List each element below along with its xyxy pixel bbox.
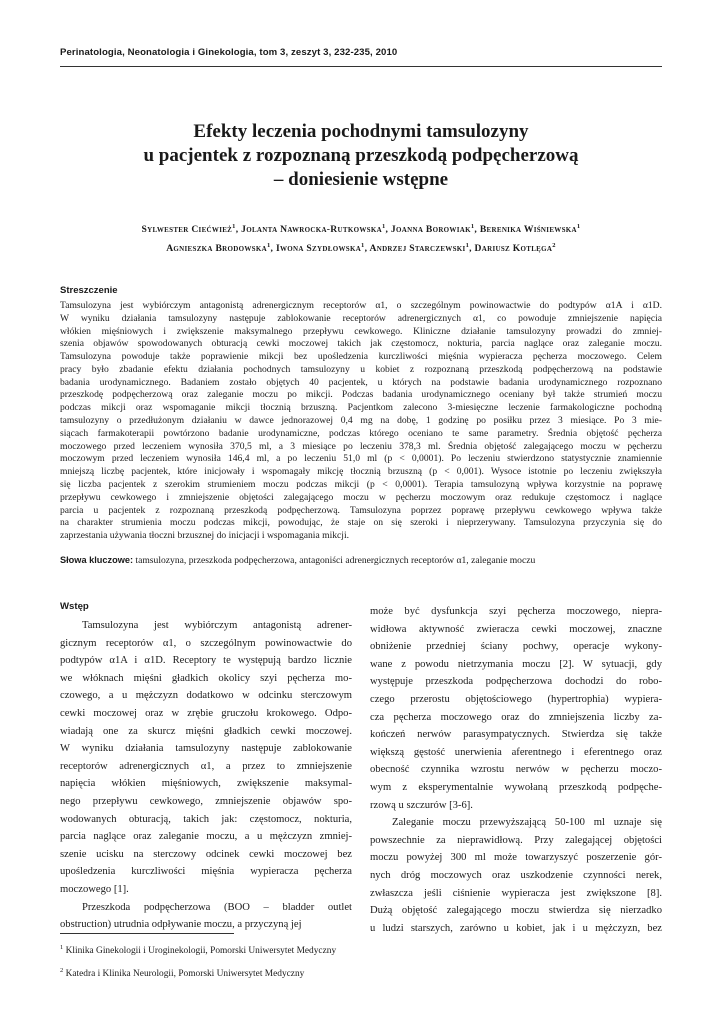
body-line: widłowa aktywność zwieracza cewki moczowej, znaczne: [370, 623, 662, 635]
affiliation-mark: 1: [381, 222, 386, 230]
abstract-line: podczas mikcji oraz wspomaganie mikcji tłocznią brzuszną. Pacjentkom zalecono 3-miesięczne leczenie farmakologiczne pochodną: [60, 402, 662, 414]
abstract-line: badania urodynamicznego. Badaniem zostało objętych 40 pacjentek, u których na podstawie badania urodynamicznego rozpoznano: [60, 376, 662, 388]
body-line: rzową u szczurów [3-6].: [370, 799, 473, 811]
abstract-line: Tamsulozyna jest wybiórczym antagonistą adrenergicznym receptorów α1, o szczególnym powinowactwie do podtypów α1A i α1D.: [60, 300, 662, 311]
affiliation-mark: 2: [552, 241, 556, 249]
keywords-text: tamsulozyna, przeszkoda podpęcherzowa, antagoniści adrenergicznych receptorów α1, zaleganie moczu: [133, 555, 536, 566]
body-line: Zaleganie moczu przewyższającą 50-100 ml uznaje się: [392, 817, 662, 829]
abstract-line: Tamsulozyna powoduje także poprawienie mikcji bez upośledzenia kurczliwości mięśnia wypieracza pęcherza moczowego. Celem: [60, 351, 662, 363]
body-line: Przeszkoda podpęcherzowa (BOO – bladder outlet: [82, 901, 352, 913]
author-name: Andrzej Starczewski: [369, 243, 466, 254]
abstract-line: zaprzestania używania tłoczni brzusznej do inicjacji i wspomagania mikcji.: [60, 530, 350, 542]
body-line: powszechnie za nieprawidłową. Przy zalegającej objętości: [370, 834, 662, 846]
abstract-line: przepływu cewkowego i zmniejszenie objętości zalegającego moczu w pęcherzu moczowym oraz redukuje częstomocz i naglące: [60, 491, 662, 503]
body-line: cza pęcherza moczowego oraz do zmniejszenia liczby za-: [370, 711, 662, 723]
title-line: u pacjentek z rozpoznaną przeszkodą podpęcherzową: [143, 145, 579, 166]
body-line: wane z powodu nietrzymania moczu [2]. W sytuacji, gdy: [370, 658, 662, 670]
body-line: może być dysfunkcja szyi pęcherza moczowego, niepra-: [370, 606, 662, 617]
body-line: szenie ucisku na sterczowy odcinek cewki moczowej bez: [60, 848, 352, 860]
body-line: receptorów adrenergicznych α1, a przez to zmniejszenie: [60, 760, 352, 772]
body-line: wym z eksperymentalnie wywołaną przeszkodą podpęche-: [370, 781, 662, 793]
body-line: obniżenie przedniej ściany pochwy, operacje wykony-: [370, 641, 662, 653]
affiliation-mark: 1: [576, 222, 581, 230]
footnote-divider: [60, 933, 234, 934]
body-line: parcia naglące oraz zaleganie moczu, a u mężczyzn zmniej-: [60, 831, 352, 843]
author-name: Joanna Borowiak: [390, 224, 471, 235]
section-heading: Wstęp: [60, 601, 89, 612]
abstract-line: szenia objawów spowodowanych obturacją cewki moczowej takich jak częstomocz, nokturia, parcia naglące oraz zaleganie moczu.: [60, 338, 662, 350]
body-line: większą gęstość unerwienia aferentnego i eferentnego oraz: [370, 746, 662, 758]
body-line: napięcia włókien mięśniowych, zwiększenie maksymal-: [60, 778, 352, 790]
body-line: czowego, a u mężczyzn dodatkowo w odcinku sterczowym: [60, 690, 352, 702]
body-line: wiadają one za skurcz mięśni gładkich cewki moczowej.: [60, 725, 352, 737]
body-line: Dużą objętość zalegającego moczu stwierdza się nierzadko: [370, 905, 662, 917]
body-line: zwłaszcza jeśli ciśnienie wypieracza jest zwiększone [8].: [370, 887, 662, 899]
footnote-mark: 2: [60, 967, 64, 974]
abstract-line: moczowym przed leczeniem wynosiła 146,4 ml, a po leczeniu 51,0 ml (p < 0,0001). Po leczeniu stwierdzono statystycznie znamiennie: [60, 453, 662, 465]
author-name: Iwona Szydłowska: [275, 243, 362, 254]
footnotes: [60, 938, 662, 984]
abstract-line: tamsulozyny o przedłużonym działaniu w dawce jednorazowej 0,4 mg na dobę, 1 godzinę po posiłku przez 3 miesiące. Po 3 mie-: [60, 415, 662, 427]
affiliation-mark: 1: [470, 222, 475, 230]
abstract-line: moczowego przed leczeniem wynosiła 370,5 ml, a 3 miesiące po leczeniu 378,3 ml. Średnia objętość zalegającego moczu w pęcherzu: [60, 440, 662, 452]
abstract-line: przeszkodę podpęcherzową oraz zaleganie moczu po mikcji. Podczas badania urodynamicznego oceniany był także strumień moczu: [60, 389, 662, 401]
abstract-line: W wyniku działania tamsulozyny następuje zablokowanie receptorów adrenergicznych α1, co powoduje zmniejszenie napięcia: [60, 312, 662, 324]
body-line: W wyniku działania tamsulozyny następuje zablokowanie: [60, 743, 352, 755]
author-name: Agnieszka Brodowska: [166, 243, 267, 254]
author-name: Dariusz Kotlęga: [474, 243, 553, 254]
title-line: – doniesienie wstępne: [273, 169, 449, 190]
footnote-mark: 1: [60, 944, 64, 951]
footnote: [60, 961, 662, 984]
abstract-line: pracy było zbadanie efektu działania pochodnych tamsulozyny u kobiet z rozpoznaną przeszkodą podpęcherzową na podstawie: [60, 363, 662, 375]
body-line: nego przepływu cewkowego, zmniejszenie objawów spo-: [60, 795, 352, 807]
author-name: Sylwester Ciećwież: [141, 224, 233, 235]
abstract-line: parcia u pacjentek z rozpoznaną przeszkodą podpęcherzową. Tamsulozyna poprzez poprawę przepływu cewkowego wpływa także: [60, 504, 662, 516]
body-column-left: [60, 598, 352, 934]
affiliation-mark: 1: [465, 241, 470, 249]
author-line: Agnieszka Brodowska$^1$, Iwona Szydłowska$^1$, Andrzej Starczewski$^1$, Dariusz Kotlęga$^2$: [166, 241, 556, 254]
body-line: obstruction) utrudnia odpływanie moczu, a przyczyną jej: [60, 919, 302, 931]
author-list: [60, 220, 662, 258]
body-line: moczowego [1].: [60, 883, 129, 895]
article-title: [60, 120, 662, 192]
body-line: obecność czynnika wzrostu nerwów w pęcherzu moczo-: [370, 764, 662, 776]
abstract-line: się liczba pacjentek z szerokim strumieniem moczu podczas mikcji (p < 0,0001). Terapia tamsulozyną wpływa korzystnie na poprawę: [60, 478, 662, 490]
body-line: gicznym receptorów α1, o szczególnym powinowactwie do: [60, 637, 352, 649]
author-name: Jolanta Nawrocka-Rutkowska: [241, 224, 382, 235]
body-line: cewki moczowej oraz w zrębie gruczołu krokowego. Odpo-: [60, 707, 352, 719]
affiliation-mark: 1: [232, 222, 236, 230]
abstract-line: włókien mięśniowych i zwiększenie maksymalnego przepływu cewkowego. Kliniczne działanie tamsulozyny prowadzi do zmniej-: [60, 325, 662, 337]
body-line: podtypów α1A i α1D. Receptory te występują bardzo licznie: [60, 655, 352, 667]
title-line: Efekty leczenia pochodnymi tamsulozyny: [193, 121, 529, 142]
body-line: we włóknach mięśni gładkich okolicy szyi pęcherza mo-: [60, 672, 352, 684]
abstract-heading: Streszczenie: [60, 285, 118, 296]
affiliation-mark: 1: [266, 241, 271, 249]
body-line: moczu powyżej 300 ml może towarzyszyć poszerzenie gór-: [370, 852, 662, 864]
abstract-line: siącach farmakoterapii powtórzono badanie urodynamiczne, podczas którego oceniano te same parametry. Średnia objętość pęcherza: [60, 427, 662, 439]
body-column-right: [370, 603, 662, 937]
keywords-label: Słowa kluczowe:: [60, 555, 134, 565]
body-line: wodowanych obturacją, takich jak: częstomocz, nokturia,: [60, 813, 352, 825]
body-line: Tamsulozyna jest wybiórczym antagonistą adrener-: [82, 620, 352, 631]
affiliation-mark: 1: [361, 241, 365, 249]
author-name: Berenika Wiśniewska: [479, 224, 577, 235]
author-line: Sylwester Ciećwież$^1$, Jolanta Nawrocka-Rutkowska$^1$, Joanna Borowiak$^1$, Berenika Wiśniewska$^1$: [141, 222, 581, 235]
body-line: nych dróg moczowych oraz uszkodzenie czynności nerek,: [370, 869, 662, 881]
body-line: czego przerostu objętościowego (hypertrophia) wypiera-: [370, 693, 662, 705]
keywords: [60, 554, 662, 568]
body-line: upośledzenia kurczliwości mięśnia wypieracza pęcherza: [60, 866, 352, 878]
footnote-text: Klinika Ginekologii i Uroginekologii, Pomorski Uniwersytet Medyczny: [63, 946, 337, 956]
body-line: występuje przeszkoda podpęcherzowa dochodzi do robo-: [370, 676, 662, 688]
footnote-text: Katedra i Klinika Neurologii, Pomorski Uniwersytet Medyczny: [63, 969, 305, 979]
footnote: [60, 938, 662, 961]
abstract-body: [60, 300, 662, 543]
journal-header: Perinatologia, Neonatologia i Ginekologia, tom 3, zeszyt 3, 232-235, 2010: [60, 47, 662, 67]
abstract-line: mniejszą liczbę pacjentek, które inicjowały i wspomagały mikcję tłocznią brzuszną (p < 0,001). Wysoce istotnie po leczeniu zwiększyła: [60, 466, 662, 478]
body-line: u ludzi starszych, zarówno u kobiet, jak i u mężczyzn, bez: [370, 922, 662, 934]
body-line: kończeń nerwów parasympatycznych. Stwierdza się także: [370, 729, 662, 741]
abstract-line: na charakter strumienia moczu podczas mikcji, powodując, że staje on się szeroki i nieprzerywany. Tamsulozyna przyczynia się do: [60, 517, 662, 529]
